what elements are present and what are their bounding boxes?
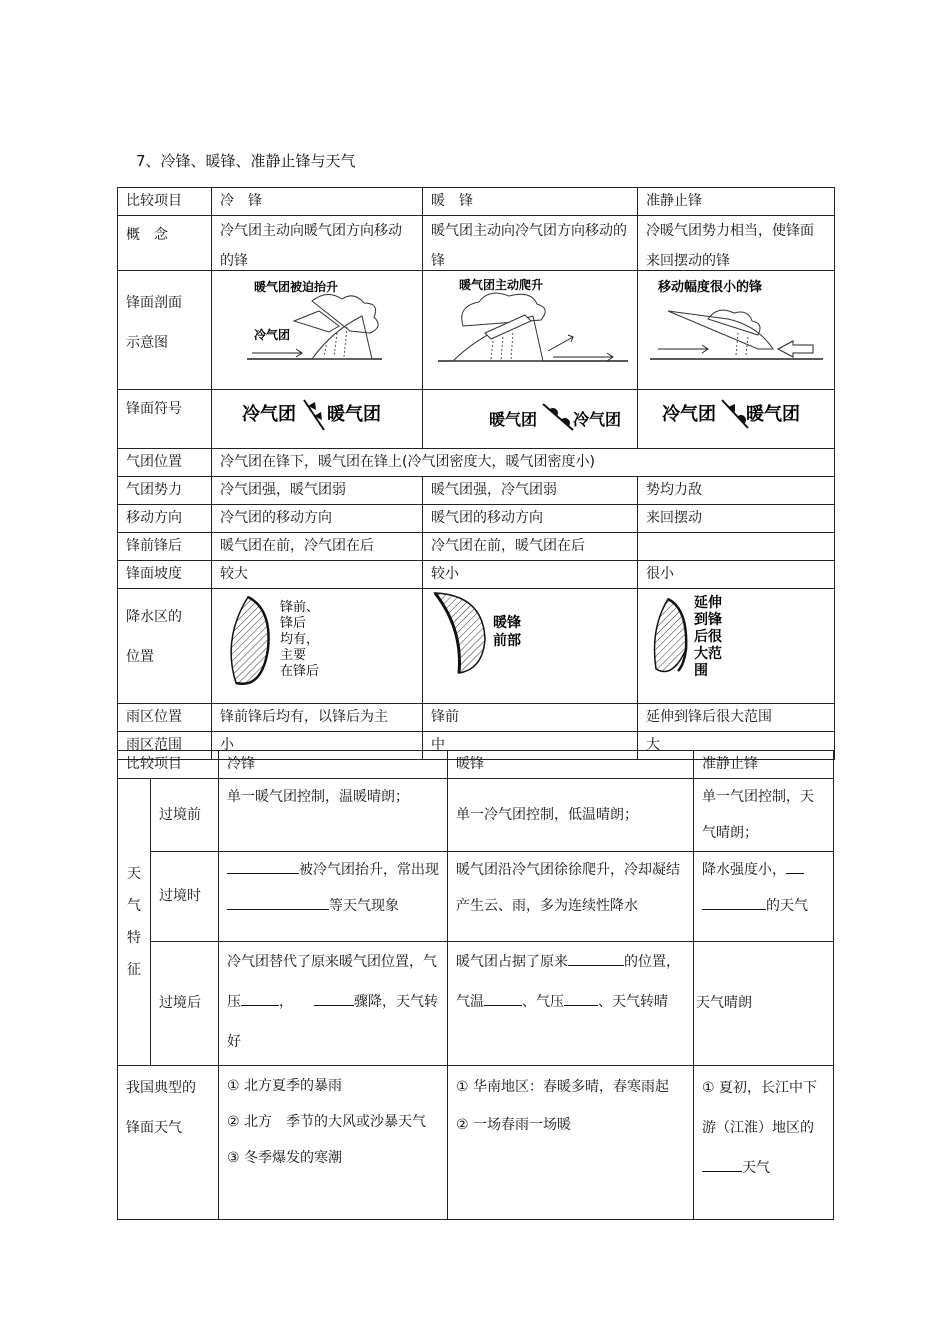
weather-label bbox=[118, 779, 151, 1066]
weather-label-char: 天 bbox=[127, 866, 141, 882]
row-label: 过境时 bbox=[151, 852, 219, 942]
cell-warm: 较小 bbox=[423, 561, 638, 589]
front-weather-table bbox=[117, 750, 834, 1220]
cell-warm bbox=[448, 1066, 694, 1220]
concept-row bbox=[118, 216, 835, 271]
diagram-caption: 暖气团主动爬升 bbox=[459, 278, 544, 292]
rain-text-line: 到锋 bbox=[694, 612, 722, 628]
header-cell: 准静止锋 bbox=[638, 188, 835, 216]
cold-front-symbol bbox=[212, 390, 423, 438]
blank-line bbox=[702, 891, 766, 910]
during-row bbox=[118, 852, 834, 942]
list-item: ② 一场春雨一场暖 bbox=[456, 1117, 572, 1133]
symbol-label: 冷气团 bbox=[573, 410, 622, 429]
row-label-line: 示意图 bbox=[126, 335, 168, 351]
symbol-label: 暖气团 bbox=[327, 404, 381, 425]
blank-line bbox=[241, 987, 279, 1006]
warm-front-symbol bbox=[423, 390, 638, 438]
front-surface bbox=[453, 316, 543, 361]
diagram-caption: 移动幅度很小的锋 bbox=[658, 280, 763, 295]
row-label: 过境后 bbox=[151, 942, 219, 1066]
row-label: 气团势力 bbox=[118, 477, 212, 505]
symbol-label: 暖气团 bbox=[489, 410, 538, 429]
front-comparison-table bbox=[117, 187, 835, 760]
cell-stationary: 天气晴朗 bbox=[694, 942, 834, 1066]
blank-line bbox=[786, 855, 804, 874]
typical-row bbox=[118, 1066, 834, 1220]
cell-text: 降水强度小， bbox=[702, 862, 786, 878]
table-row bbox=[118, 561, 835, 589]
cell-text: ， bbox=[279, 994, 286, 1010]
airmass-position-row bbox=[118, 449, 835, 477]
table-row bbox=[118, 505, 835, 533]
cell-stationary: 势均力敌 bbox=[638, 477, 835, 505]
cell-text: 暖气团占据了原来 bbox=[456, 954, 568, 970]
table-header-row bbox=[118, 751, 834, 779]
weather-label-char: 特 bbox=[127, 930, 141, 946]
concept-stationary: 冷暖气团势力相当，使锋面来回摆动的锋 bbox=[646, 223, 814, 269]
cell-warm: 锋前 bbox=[423, 704, 638, 732]
cell-cold: 锋前锋后均有，以锋后为主 bbox=[220, 709, 388, 725]
rain-text-line: 后很 bbox=[694, 629, 722, 645]
blank-line bbox=[227, 891, 329, 910]
section-title: 7、冷锋、暖锋、准静止锋与天气 bbox=[136, 152, 356, 170]
concept-warm: 暖气团主动向冷气团方向移动的锋 bbox=[431, 223, 627, 269]
cell-stationary bbox=[702, 852, 825, 940]
table-row bbox=[118, 533, 835, 561]
cell-warm: 单一冷气团控制，低温晴朗； bbox=[448, 779, 694, 852]
rain-area-shape bbox=[655, 599, 687, 672]
cell-text: 、天气转晴 bbox=[598, 994, 668, 1010]
row-label: 气团位置 bbox=[118, 449, 212, 477]
symbol-row bbox=[118, 390, 835, 449]
rain-position-row bbox=[118, 589, 835, 704]
cold-front-rain-diagram bbox=[212, 589, 423, 693]
before-row bbox=[118, 779, 834, 852]
cell-cold: 小 bbox=[212, 732, 423, 760]
rain-text-line: 均有， bbox=[280, 632, 320, 647]
rain-text-line: 主要 bbox=[280, 648, 307, 663]
rain-area-row bbox=[118, 704, 835, 732]
blank-line bbox=[564, 987, 598, 1006]
arrow-icon bbox=[553, 353, 613, 361]
blank-line bbox=[227, 855, 299, 874]
cell-text: 的天气 bbox=[766, 898, 808, 914]
cell-text: ① 夏初，长江中下游（江淮）地区的 bbox=[702, 1080, 818, 1136]
list-item: ① 北方夏季的暴雨 bbox=[227, 1078, 343, 1094]
weather-label-char: 气 bbox=[127, 898, 141, 914]
header-cell: 比较项目 bbox=[118, 188, 212, 216]
cold-arrow-icon bbox=[252, 349, 302, 357]
diagram-caption: 暖气团被迫抬升 bbox=[254, 280, 339, 294]
cell-cold: 较大 bbox=[212, 561, 423, 589]
stationary-front-profile-diagram bbox=[638, 271, 835, 379]
rising-arrow bbox=[485, 315, 531, 339]
row-label-line: 锋面剖面 bbox=[126, 295, 182, 311]
cell-stationary: 来回摆动 bbox=[638, 505, 835, 533]
rain-text-line: 在锋后 bbox=[280, 664, 320, 679]
row-label: 过境前 bbox=[151, 779, 219, 852]
blank-line bbox=[568, 947, 624, 966]
cell-warm: 暖气团的移动方向 bbox=[423, 505, 638, 533]
row-label: 锋前锋后 bbox=[118, 533, 212, 561]
row-label bbox=[118, 589, 212, 704]
cell-stationary: 大 bbox=[638, 732, 835, 760]
cell-text: 骤降，天气转好 bbox=[227, 994, 438, 1050]
arrow-icon bbox=[548, 335, 573, 351]
cell-text: 的位置，气温 bbox=[456, 954, 680, 1010]
row-label: 锋面符号 bbox=[118, 390, 212, 449]
cell-warm: 冷气团在前，暖气团在后 bbox=[423, 533, 638, 561]
stationary-front-symbol bbox=[638, 390, 835, 438]
symbol-label: 暖气团 bbox=[746, 404, 800, 425]
cell-text: 被冷气团抬升，常出现 bbox=[299, 862, 439, 878]
front-surface bbox=[668, 311, 773, 349]
cell-stationary: 延伸到锋后很大范围 bbox=[638, 704, 835, 732]
blank-line bbox=[484, 987, 522, 1006]
cell-stationary bbox=[694, 1066, 834, 1220]
concept-cold: 冷气团主动向暖气团方向移动的锋 bbox=[220, 223, 402, 269]
weather-label-char: 征 bbox=[127, 962, 141, 978]
after-row bbox=[118, 942, 834, 1066]
cell-cold: 暖气团在前，冷气团在后 bbox=[212, 533, 423, 561]
cell-cold: 单一暖气团控制，温暖晴朗； bbox=[219, 779, 448, 852]
blank-line bbox=[702, 1153, 742, 1172]
rain-text-line: 围 bbox=[694, 663, 708, 679]
symbol-label: 冷气团 bbox=[662, 404, 716, 425]
cell-stationary: 很小 bbox=[638, 561, 835, 589]
header-cell: 暖 锋 bbox=[423, 188, 638, 216]
cold-front-profile-diagram bbox=[212, 271, 423, 379]
warm-front-rain-diagram bbox=[423, 589, 638, 693]
list-item: ② 北方 季节的大风或沙暴天气 bbox=[227, 1114, 427, 1130]
table-header-row bbox=[118, 188, 835, 216]
cell-warm: 暖气团沿冷气团徐徐爬升，冷却凝结产生云、雨，多为连续性降水 bbox=[456, 862, 680, 914]
list-item: ① 华南地区：春暖多晴，春寒雨起 bbox=[456, 1079, 670, 1095]
row-label: 锋面坡度 bbox=[118, 561, 212, 589]
row-label-line: 降水区的 bbox=[126, 609, 182, 625]
row-label-line: 锋面天气 bbox=[126, 1120, 182, 1136]
cloud-shape bbox=[462, 293, 545, 326]
cell-text: 冷气团替代了原来暖气团位置，气压 bbox=[227, 954, 437, 1010]
header-cell: 冷 锋 bbox=[212, 188, 423, 216]
list-item: ③ 冬季爆发的寒潮 bbox=[227, 1150, 343, 1166]
row-label: 概 念 bbox=[118, 216, 212, 271]
hollow-arrow-icon bbox=[778, 341, 813, 357]
rising-arrow bbox=[294, 311, 339, 332]
profile-row bbox=[118, 271, 835, 390]
header-cell: 暖锋 bbox=[448, 751, 694, 779]
warm-front-profile-diagram bbox=[423, 271, 638, 379]
cell-warm: 暖气团强，冷气团弱 bbox=[423, 477, 638, 505]
row-label bbox=[118, 1066, 219, 1220]
arrow-icon bbox=[658, 345, 708, 353]
header-cell: 冷锋 bbox=[219, 751, 448, 779]
header-cell: 比较项目 bbox=[118, 751, 219, 779]
symbol-label: 冷气团 bbox=[242, 404, 296, 425]
row-value: 冷气团在锋下，暖气团在锋上(冷气团密度大，暖气团密度小) bbox=[212, 449, 835, 477]
table-row bbox=[118, 477, 835, 505]
rain-text-line: 锋前、 bbox=[280, 600, 320, 615]
rain-text-line: 前部 bbox=[493, 633, 521, 649]
row-label: 移动方向 bbox=[118, 505, 212, 533]
row-label bbox=[118, 271, 212, 390]
cell-text: 等天气现象 bbox=[329, 898, 399, 914]
rain-text-line: 锋后 bbox=[280, 616, 307, 631]
cell-cold bbox=[219, 1066, 448, 1220]
cell-warm: 中 bbox=[423, 732, 638, 760]
cell-stationary: 单一气团控制，天气晴朗； bbox=[694, 779, 834, 852]
row-label: 雨区位置 bbox=[118, 704, 212, 732]
blank-line bbox=[314, 987, 354, 1006]
rain-text-line: 暖锋 bbox=[493, 615, 521, 631]
cell-cold: 冷气团强，暖气团弱 bbox=[212, 477, 423, 505]
rain-text-line: 延伸 bbox=[694, 595, 722, 611]
cell-text: 天气 bbox=[742, 1160, 770, 1176]
row-label-line: 位置 bbox=[126, 649, 154, 665]
cell-stationary bbox=[638, 533, 835, 561]
rain-text-line: 大范 bbox=[694, 646, 722, 662]
header-cell: 准静止锋 bbox=[694, 751, 834, 779]
cell-cold bbox=[227, 852, 439, 940]
stationary-front-rain-diagram bbox=[638, 589, 835, 693]
cell-text: 、气压 bbox=[522, 994, 564, 1010]
row-label-line: 我国典型的 bbox=[126, 1080, 196, 1096]
diagram-label: 冷气团 bbox=[254, 328, 291, 342]
cell-cold: 冷气团的移动方向 bbox=[212, 505, 423, 533]
row-label: 雨区范围 bbox=[118, 732, 212, 760]
